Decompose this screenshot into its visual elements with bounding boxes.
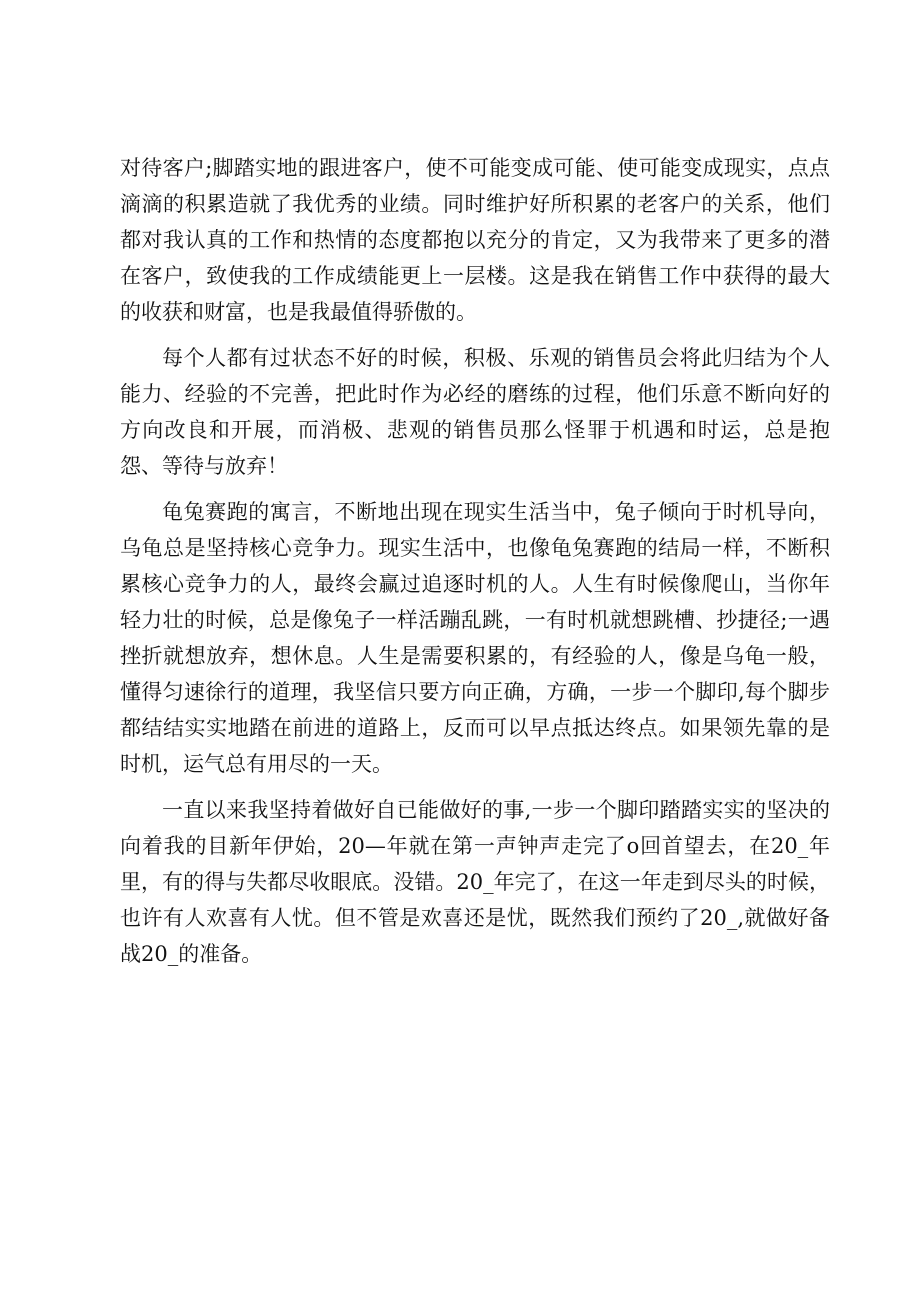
document-body — [120, 150, 830, 982]
paragraph-3: 龟兔赛跑的寓言，不断地出现在现实生活当中，兔子倾向于时机导向，乌龟总是坚持核心竞争力。现实生活中，也像龟兔赛跑的结局一样，不断积累核心竞争力的人，最终会赢过追逐时机的人。人生有时候像爬山，当你年轻力壮的时候，总是像兔子一样活蹦乱跳，一有时机就想跳槽、抄捷径;一遇挫折就想放弃，想休息。人生是需要积累的，有经验的人，像是乌龟一般，懂得匀速徐行的道理，我坚信只要方向正确，方确，一步一个脚印,每个脚步都结结实实地踏在前进的道路上，反而可以早点抵达终点。如果领先靠的是时机，运气总有用尽的一天。 — [120, 500, 830, 776]
paragraph-1: 对待客户;脚踏实地的跟进客户，使不可能变成可能、使可能变成现实，点点滴滴的积累造就了我优秀的业绩。同时维护好所积累的老客户的关系，他们都对我认真的工作和热情的态度都抱以充分的肯定，又为我带来了更多的潜在客户，致使我的工作成绩能更上一层楼。这是我在销售工作中获得的最大的收获和财富，也是我最值得骄傲的。 — [120, 156, 830, 324]
paragraph-4: 一直以来我坚持着做好自已能做好的事,一步一个脚印踏踏实实的坚决的向着我的目新年伊始，20—年就在第一声钟声走完了o回首望去，在20_年里，有的得与失都尽收眼底。没错。20_年完了，在这一年走到尽头的时候，也许有人欢喜有人忧。但不管是欢喜还是忧，既然我们预约了20_,就做好备战20_的准备。 — [120, 798, 830, 966]
paragraph-2: 每个人都有过状态不好的时候，积极、乐观的销售员会将此归结为个人能力、经验的不完善，把此时作为必经的磨练的过程，他们乐意不断向好的方向改良和开展，而消极、悲观的销售员那么怪罪于机遇和时运，总是抱怨、等待与放弃！ — [120, 346, 830, 478]
